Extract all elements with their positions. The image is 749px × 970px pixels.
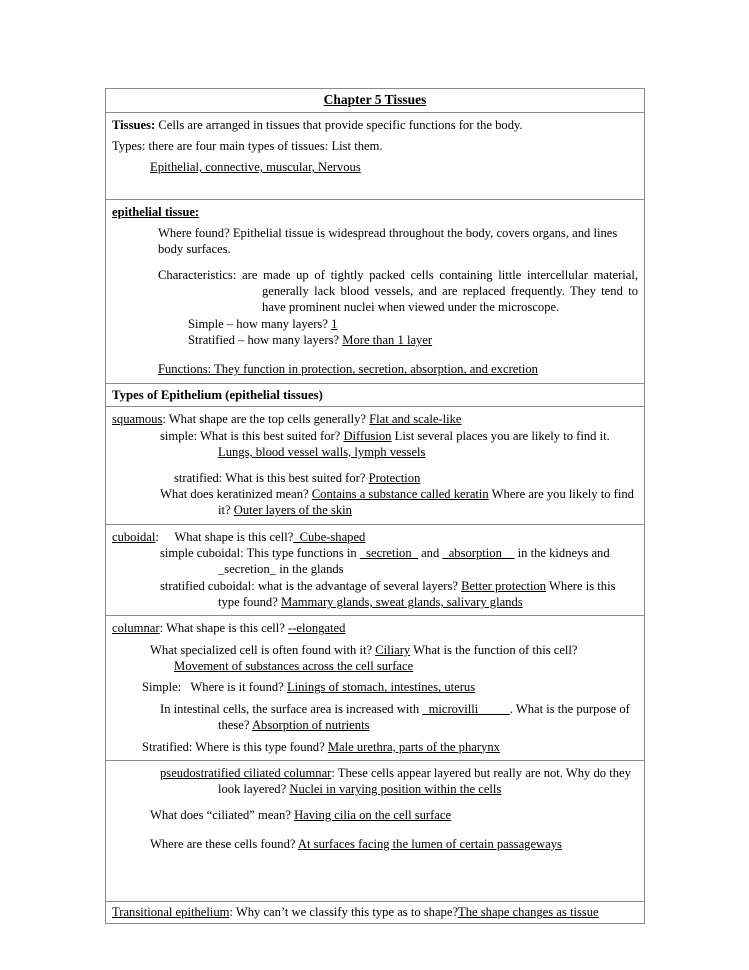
- squamous-keratin-answer: Contains a substance called keratin: [311, 486, 489, 501]
- cuboidal-stratified-answer: Better protection: [461, 578, 547, 593]
- cuboidal-shape-answer-wrap: [293, 530, 365, 544]
- table-row-types-header: [106, 384, 644, 408]
- squamous-keratin-line: [112, 486, 638, 519]
- squamous-stratified-label: stratified:: [174, 470, 223, 485]
- epithelial-tissue-heading-line: [112, 204, 638, 220]
- columnar-term: columnar: [112, 621, 160, 636]
- pseudostratified-ciliated-line: [112, 807, 638, 823]
- squamous-simple-line: [112, 428, 638, 461]
- page-title: Chapter 5 Tissues: [323, 92, 427, 107]
- columnar-function-answer: Movement of substances across the cell surface: [174, 659, 414, 674]
- columnar-stratified-answer: Male urethra, parts of the pharynx: [327, 739, 500, 754]
- columnar-colon: :: [159, 621, 164, 636]
- cuboidal-simple-label: simple cuboidal:: [160, 545, 244, 560]
- table-row-transitional: [106, 902, 644, 924]
- squamous-simple-answer: Diffusion: [343, 428, 392, 443]
- pseudostratified-found-line: [112, 836, 638, 852]
- epithelial-tissue-heading: epithelial tissue:: [112, 204, 200, 219]
- squamous-heading-line: [112, 411, 638, 427]
- cuboidal-colon: :: [155, 529, 159, 544]
- transitional-term: Transitional epithelium: [112, 905, 230, 920]
- characteristics-text: are made up of tightly packed cells containing little intercellular material, generally lack blood vessels, and are replaced frequently. They tend to have prominent nuclei when viewed under the microscope.: [242, 267, 638, 315]
- functions-line: [112, 361, 638, 377]
- squamous-stratified-line: [112, 470, 638, 486]
- columnar-simple-question: Where is it found?: [190, 680, 284, 695]
- columnar-microvilli-text: In intestinal cells, the surface area is increased with: [160, 701, 420, 716]
- tissues-definition: Cells are arranged in tissues that provide specific functions for the body.: [158, 117, 523, 132]
- cuboidal-simple-text-1: This type functions in: [246, 545, 357, 560]
- columnar-stratified-question: Where is this type found?: [195, 739, 325, 754]
- table-row-epithelial-tissue: [106, 200, 644, 384]
- squamous-keratin-question-2: Where are you likely to find it?: [218, 486, 634, 518]
- columnar-specialized-question: What specialized cell is often found with it?: [150, 642, 373, 657]
- columnar-shape-question: What shape is this cell?: [165, 621, 285, 636]
- squamous-shape-answer: Flat and scale-like: [369, 412, 462, 427]
- columnar-purpose-answer: Absorption of nutrients: [251, 718, 370, 733]
- pseudostratified-ciliated-question: What does “ciliated” mean?: [150, 807, 291, 822]
- cuboidal-simple-answer-2: _absorption__: [442, 545, 515, 560]
- squamous-colon: :: [162, 412, 166, 427]
- columnar-heading-line: [112, 620, 638, 636]
- characteristics-line: [112, 267, 638, 316]
- squamous-shape-question: What shape are the top cells generally?: [168, 412, 367, 427]
- cuboidal-simple-text-4: in the glands: [279, 562, 344, 577]
- columnar-microvilli-answer: _microvilli_____: [422, 701, 510, 716]
- columnar-microvilli-period: .: [509, 701, 513, 716]
- columnar-purpose-question: What is the purpose of these?: [218, 701, 630, 733]
- simple-layers-question: Simple – how many layers?: [188, 316, 328, 331]
- columnar-specialized-line: [112, 642, 638, 658]
- table-row-squamous: [106, 407, 644, 524]
- stratified-layers-line: [112, 332, 638, 348]
- functions-text: Functions: They function in protection, secretion, absorption, and excretion: [158, 362, 538, 377]
- squamous-simple-question-2: List several places you are likely to find it.: [394, 428, 610, 443]
- columnar-function-answer-line: [112, 658, 638, 674]
- stratified-layers-question: Stratified – how many layers?: [188, 333, 340, 348]
- cuboidal-shape-question: What shape is this cell?: [174, 529, 294, 544]
- tissues-definition-line: [112, 117, 638, 133]
- cuboidal-simple-line: [112, 545, 638, 578]
- squamous-simple-label: simple:: [160, 428, 198, 443]
- squamous-simple-question: What is this best suited for?: [200, 428, 341, 443]
- cuboidal-simple-text-2: and: [421, 545, 440, 560]
- pseudostratified-found-answer: At surfaces facing the lumen of certain passageways: [297, 837, 562, 851]
- simple-layers-answer: 1: [331, 316, 338, 331]
- where-found-line: [112, 225, 638, 258]
- cuboidal-stratified-line: [112, 578, 638, 611]
- squamous-stratified-answer: Protection: [368, 470, 421, 485]
- squamous-simple-answer-2: Lungs, blood vessel walls, lymph vessels: [218, 445, 426, 460]
- columnar-stratified-line: [112, 739, 638, 755]
- types-answer-line: [112, 159, 638, 175]
- cuboidal-stratified-answer-2: Mammary glands, sweat glands, salivary glands: [280, 595, 523, 610]
- pseudostratified-intro-text: These cells appear layered but really are not. Why do they look layered?: [218, 765, 631, 797]
- cuboidal-heading-line: [112, 529, 638, 545]
- where-found-question: Where found?: [158, 225, 230, 240]
- transitional-colon: :: [229, 905, 233, 920]
- transitional-question: Why can’t we classify this type as to shape?: [235, 905, 459, 920]
- table-row-pseudostratified: [106, 761, 644, 902]
- pseudostratified-ciliated-answer: Having cilia on the cell surface: [294, 807, 452, 822]
- squamous-stratified-question: What is this best suited for?: [225, 470, 366, 485]
- pseudostratified-term: pseudostratified ciliated columnar: [160, 765, 332, 780]
- table-row-intro: [106, 113, 644, 200]
- pseudostratified-layered-answer: Nuclei in varying position within the cells: [289, 782, 502, 797]
- simple-layers-line: [112, 316, 638, 332]
- cuboidal-stratified-question-2: Where is this type found?: [218, 578, 616, 610]
- stratified-layers-answer: More than 1 layer: [342, 333, 433, 348]
- cuboidal-term: cuboidal: [112, 529, 156, 544]
- squamous-term: squamous: [112, 412, 163, 427]
- cuboidal-simple-answer-1: _secretion_: [359, 545, 418, 560]
- table-row-cuboidal: [106, 525, 644, 617]
- types-answer: Epithelial, connective, muscular, Nervous: [150, 160, 361, 175]
- columnar-simple-answer: Linings of stomach, intestines, uterus: [286, 680, 476, 695]
- transitional-line: [112, 904, 638, 920]
- columnar-microvilli-line: [112, 701, 638, 734]
- types-question: Types: there are four main types of tissues: List them.: [112, 138, 383, 153]
- transitional-answer: The shape changes as tissue: [458, 905, 599, 920]
- pseudostratified-colon: :: [331, 765, 335, 780]
- columnar-stratified-label: Stratified:: [142, 739, 193, 754]
- cuboidal-stratified-label: stratified cuboidal:: [160, 578, 255, 593]
- cuboidal-shape-answer: Cube-shaped: [299, 529, 366, 544]
- tissues-label: Tissues:: [112, 117, 156, 132]
- where-found-answer: Epithelial tissue is widespread throughout the body, covers organs, and lines body surfaces.: [158, 225, 618, 257]
- squamous-keratin-answer-2: Outer layers of the skin: [233, 503, 352, 518]
- table-row-columnar: [106, 616, 644, 761]
- characteristics-label: Characteristics:: [158, 267, 237, 282]
- columnar-simple-line: [112, 679, 638, 695]
- table-row-title: [106, 89, 644, 113]
- cuboidal-stratified-question: what is the advantage of several layers?: [257, 578, 458, 593]
- columnar-function-question: What is the function of this cell?: [413, 642, 578, 657]
- worksheet-table: [105, 88, 645, 924]
- cuboidal-simple-text-3: in the kidneys and: [517, 545, 610, 560]
- cuboidal-simple-answer-3: _secretion_: [218, 562, 277, 577]
- squamous-keratin-question: What does keratinized mean?: [160, 486, 309, 501]
- pseudostratified-heading-line: [112, 765, 638, 798]
- columnar-specialized-answer: Ciliary: [375, 642, 411, 657]
- pseudostratified-found-question: Where are these cells found?: [150, 837, 296, 851]
- columnar-simple-label: Simple:: [142, 680, 182, 695]
- columnar-shape-answer: --elongated: [288, 621, 346, 636]
- types-of-epithelium-header: Types of Epithelium (epithelial tissues): [112, 387, 323, 402]
